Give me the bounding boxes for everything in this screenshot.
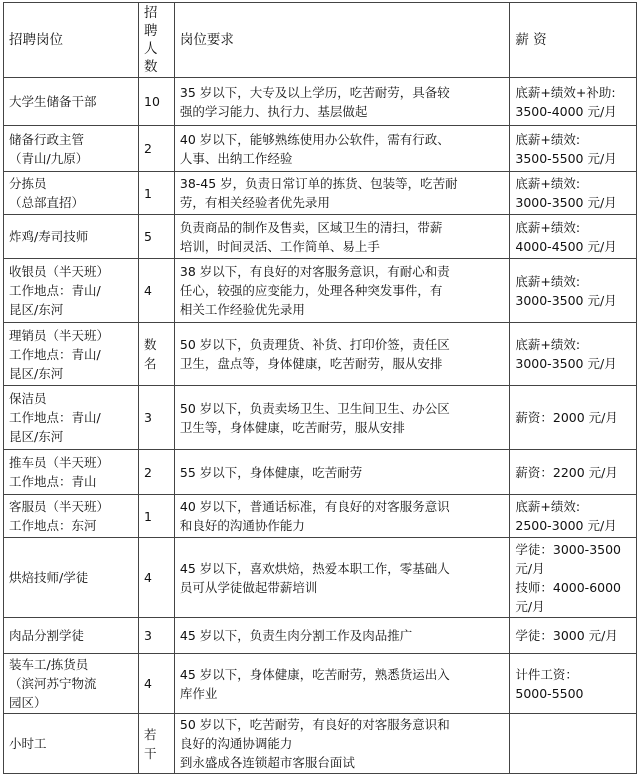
header-salary: 薪 资 bbox=[510, 3, 637, 78]
count-cell: 若干 bbox=[139, 714, 175, 774]
count-cell: 4 bbox=[139, 259, 175, 323]
table-row bbox=[4, 714, 637, 774]
requirement-cell: 50 岁以下，负责卖场卫生、卫生间卫生、办公区 卫生等，身体健康，吃苦耐劳，服从安排 bbox=[174, 386, 509, 450]
salary-cell: 底薪+绩效: 3500-5500 元/月 bbox=[510, 126, 637, 172]
recruitment-table bbox=[3, 2, 637, 774]
position-cell: 分拣员 （总部直招） bbox=[4, 172, 139, 215]
salary-cell: 计件工资： 5000-5500 bbox=[510, 654, 637, 714]
requirement-cell: 40 岁以下，普通话标准，有良好的对客服务意识 和良好的沟通协作能力 bbox=[174, 495, 509, 538]
table-row bbox=[4, 259, 637, 323]
salary-cell: 学徒：3000-3500 元/月 技师：4000-6000 元/月 bbox=[510, 538, 637, 618]
requirement-cell: 38-45 岁，负责日常订单的拣货、包装等，吃苦耐 劳，有相关经验者优先录用 bbox=[174, 172, 509, 215]
requirement-cell: 40 岁以下，能够熟练使用办公软件，需有行政、 人事、出纳工作经验 bbox=[174, 126, 509, 172]
count-cell: 2 bbox=[139, 126, 175, 172]
position-cell: 炸鸡/寿司技师 bbox=[4, 215, 139, 259]
count-cell: 数名 bbox=[139, 323, 175, 386]
table-row bbox=[4, 538, 637, 618]
position-cell: 客服员（半天班） 工作地点：东河 bbox=[4, 495, 139, 538]
salary-cell: 底薪+绩效: 2500-3000 元/月 bbox=[510, 495, 637, 538]
table-row bbox=[4, 618, 637, 654]
table-row bbox=[4, 172, 637, 215]
salary-cell bbox=[510, 714, 637, 774]
salary-cell: 薪资：2200 元/月 bbox=[510, 450, 637, 495]
requirement-cell: 35 岁以下，大专及以上学历，吃苦耐劳，具备较 强的学习能力、执行力、基层做起 bbox=[174, 78, 509, 126]
table-row bbox=[4, 78, 637, 126]
count-cell: 4 bbox=[139, 538, 175, 618]
requirement-cell: 50 岁以下，吃苦耐劳，有良好的对客服务意识和 良好的沟通协调能力 到永盛成各连锁超市客服台面试 bbox=[174, 714, 509, 774]
count-cell: 2 bbox=[139, 450, 175, 495]
salary-cell: 学徒：3000 元/月 bbox=[510, 618, 637, 654]
table-row bbox=[4, 654, 637, 714]
requirement-cell: 55 岁以下，身体健康，吃苦耐劳 bbox=[174, 450, 509, 495]
position-cell: 保洁员 工作地点：青山/ 昆区/东河 bbox=[4, 386, 139, 450]
requirement-cell: 45 岁以下，身体健康，吃苦耐劳，熟悉货运出入 库作业 bbox=[174, 654, 509, 714]
position-cell: 小时工 bbox=[4, 714, 139, 774]
requirement-cell: 45 岁以下，喜欢烘焙，热爱本职工作，零基础人 员可从学徒做起带薪培训 bbox=[174, 538, 509, 618]
count-cell: 1 bbox=[139, 172, 175, 215]
header-position: 招聘岗位 bbox=[4, 3, 139, 78]
position-cell: 装车工/拣货员 （滨河苏宁物流 园区） bbox=[4, 654, 139, 714]
table-row bbox=[4, 450, 637, 495]
table-row bbox=[4, 386, 637, 450]
salary-cell: 底薪+绩效: 3000-3500 元/月 bbox=[510, 172, 637, 215]
count-cell: 10 bbox=[139, 78, 175, 126]
position-cell: 推车员（半天班） 工作地点：青山 bbox=[4, 450, 139, 495]
position-cell: 理销员（半天班） 工作地点：青山/ 昆区/东河 bbox=[4, 323, 139, 386]
position-cell: 储备行政主管 （青山/九原） bbox=[4, 126, 139, 172]
requirement-cell: 50 岁以下，负责理货、补货、打印价签，责任区 卫生，盘点等，身体健康，吃苦耐劳，服从安排 bbox=[174, 323, 509, 386]
salary-cell: 底薪+绩效: 3000-3500 元/月 bbox=[510, 259, 637, 323]
salary-cell: 薪资：2000 元/月 bbox=[510, 386, 637, 450]
salary-cell: 底薪+绩效+补助: 3500-4000 元/月 bbox=[510, 78, 637, 126]
position-cell: 大学生储备干部 bbox=[4, 78, 139, 126]
count-cell: 3 bbox=[139, 618, 175, 654]
position-cell: 肉品分割学徒 bbox=[4, 618, 139, 654]
count-cell: 1 bbox=[139, 495, 175, 538]
count-cell: 5 bbox=[139, 215, 175, 259]
table-row bbox=[4, 126, 637, 172]
count-cell: 4 bbox=[139, 654, 175, 714]
position-cell: 收银员（半天班） 工作地点：青山/ 昆区/东河 bbox=[4, 259, 139, 323]
header-requirement: 岗位要求 bbox=[174, 3, 509, 78]
requirement-cell: 45 岁以下，负责生肉分割工作及肉品推广 bbox=[174, 618, 509, 654]
salary-cell: 底薪+绩效: 3000-3500 元/月 bbox=[510, 323, 637, 386]
requirement-cell: 负责商品的制作及售卖，区域卫生的清扫，带薪 培训，时间灵活、工作简单、易上手 bbox=[174, 215, 509, 259]
table-row bbox=[4, 215, 637, 259]
position-cell: 烘焙技师/学徒 bbox=[4, 538, 139, 618]
table-row bbox=[4, 495, 637, 538]
requirement-cell: 38 岁以下，有良好的对客服务意识，有耐心和责 任心，较强的应变能力，处理各种突发事件，有 相关工作经验优先录用 bbox=[174, 259, 509, 323]
header-count: 招聘 人数 bbox=[139, 3, 175, 78]
table-row bbox=[4, 323, 637, 386]
salary-cell: 底薪+绩效: 4000-4500 元/月 bbox=[510, 215, 637, 259]
count-cell: 3 bbox=[139, 386, 175, 450]
header-row bbox=[4, 3, 637, 78]
